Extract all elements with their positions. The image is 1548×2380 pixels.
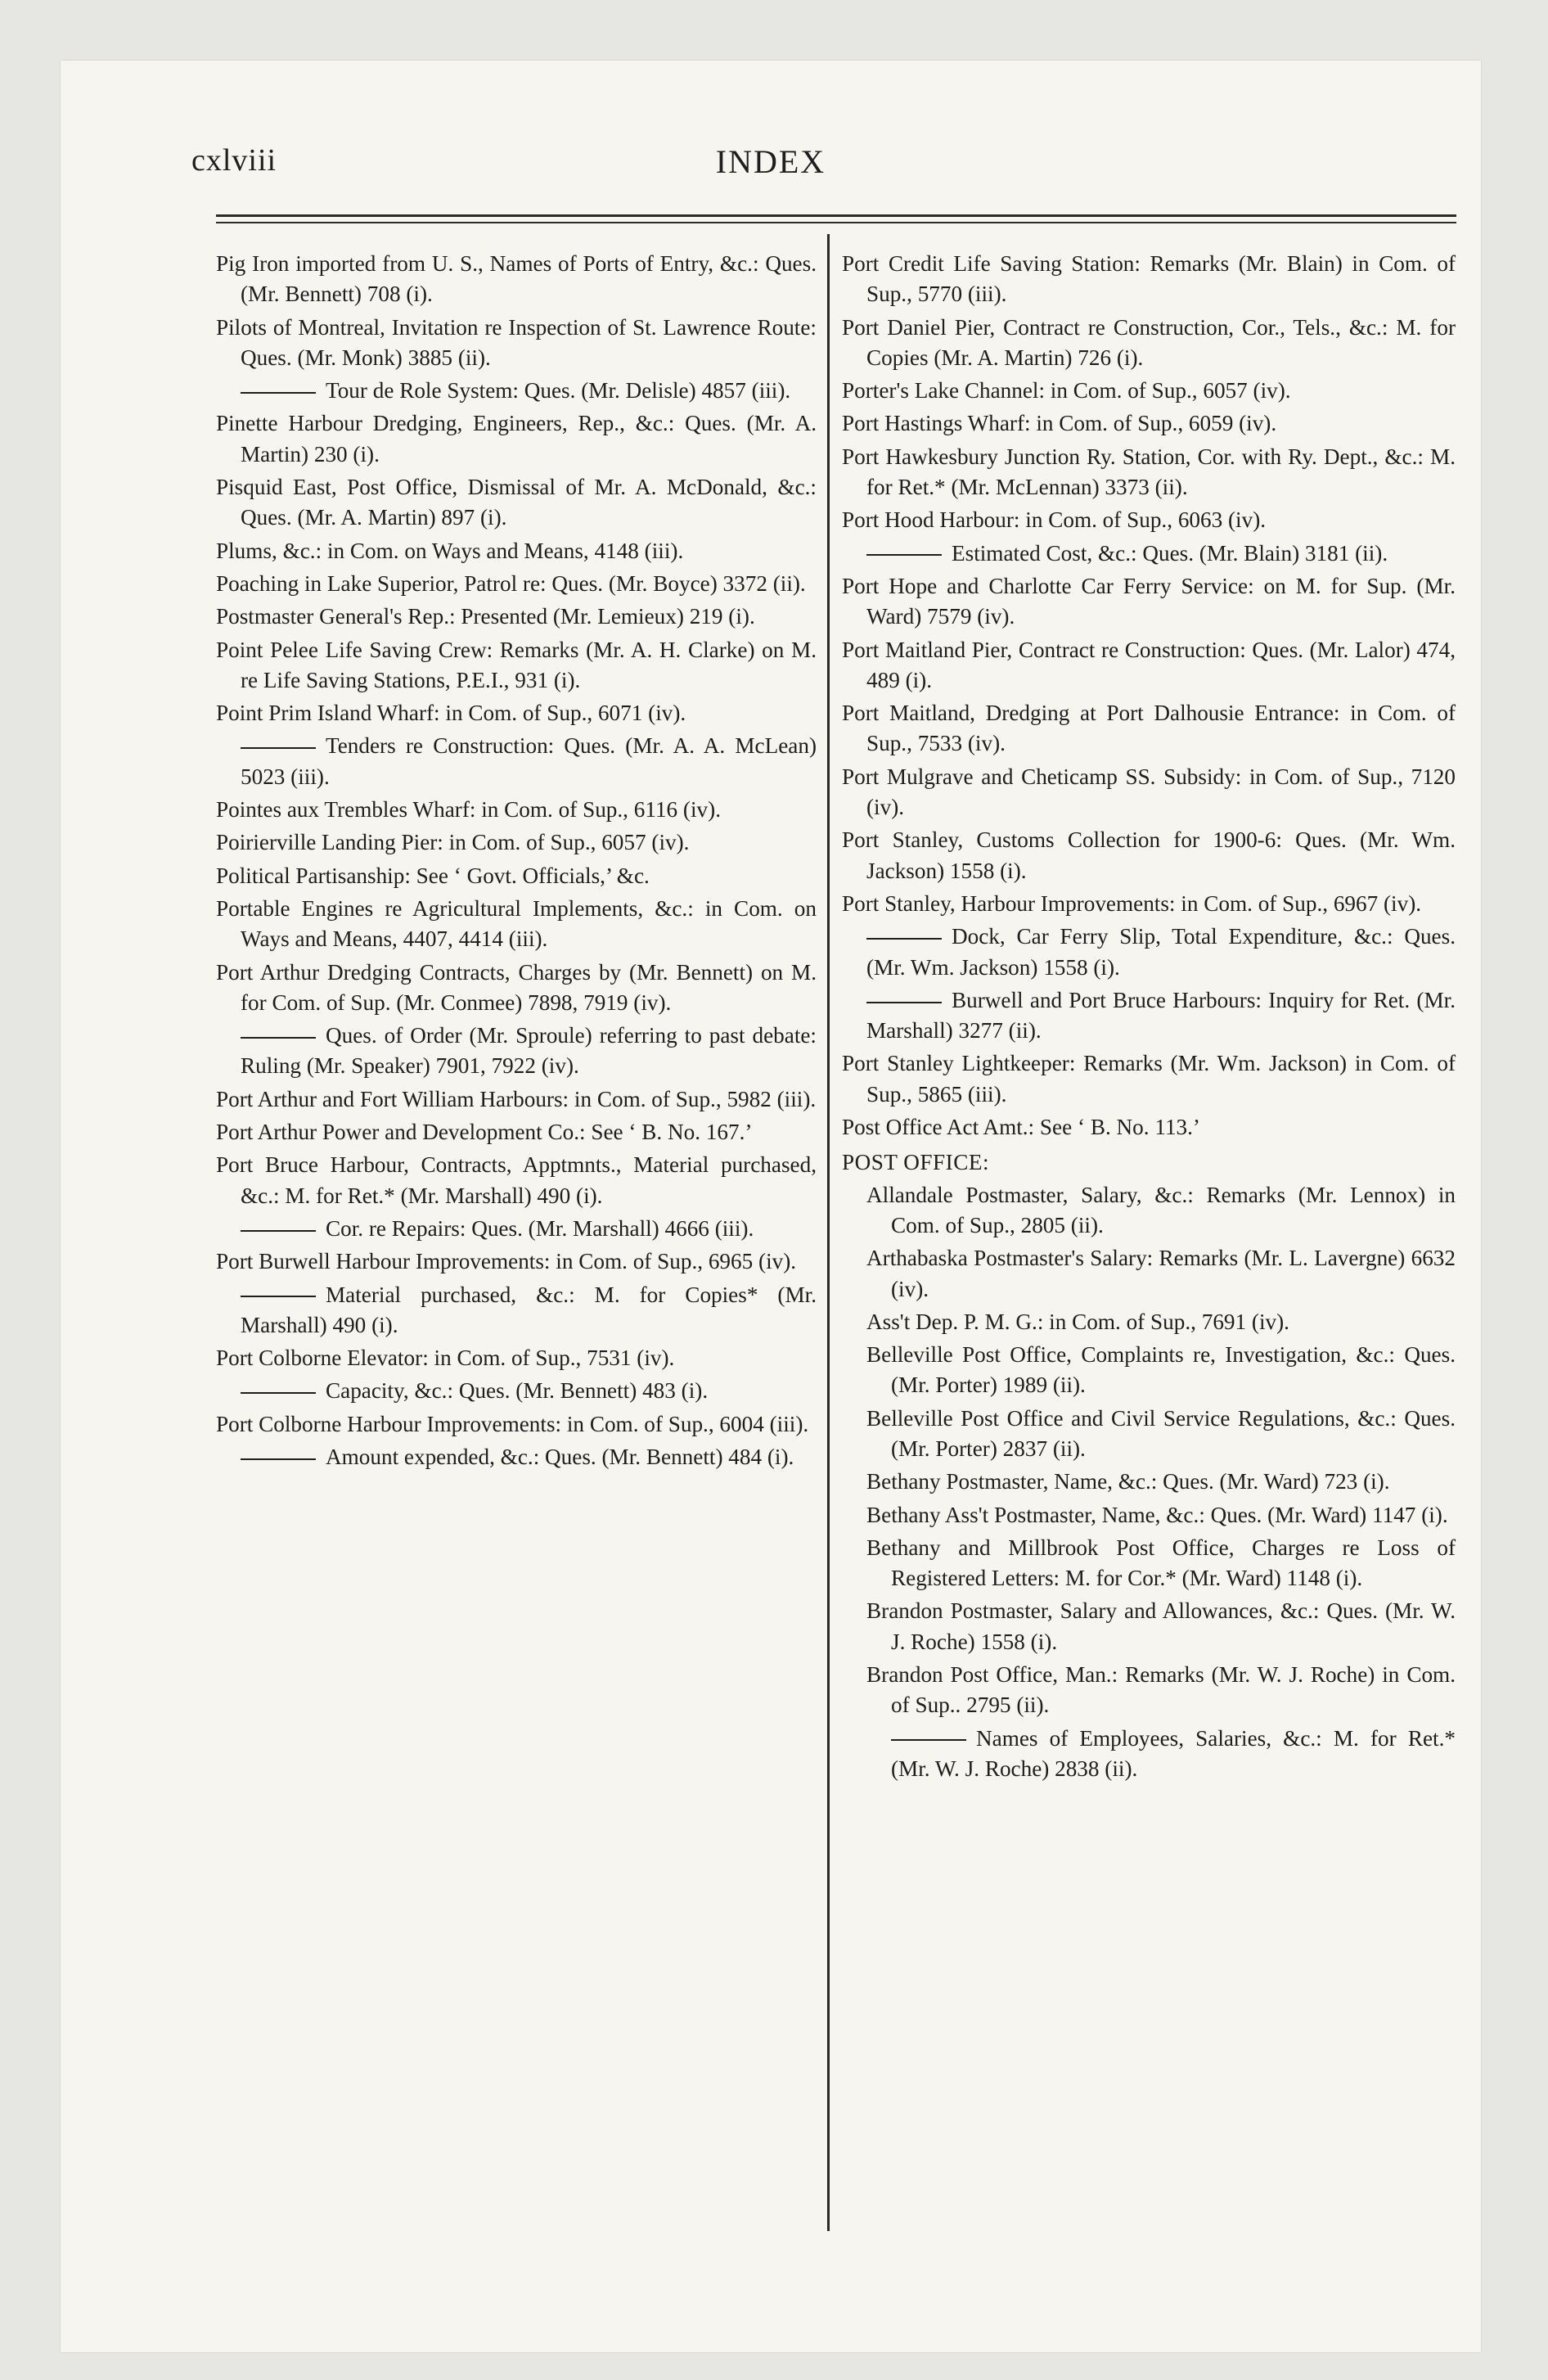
- ditto-dash: [866, 554, 942, 556]
- index-subentry: [216, 1021, 817, 1082]
- entry-text: Postmaster General's Rep.: Presented (Mr. Lemieux) 219 (i).: [216, 604, 755, 629]
- entry-text: Plums, &c.: in Com. on Ways and Means, 4148 (iii).: [216, 538, 684, 563]
- entry-text: Ass't Dep. P. M. G.: in Com. of Sup., 7691 (iv).: [866, 1309, 1289, 1334]
- entry-text: Political Partisanship: See ‘ Govt. Officials,’ &c.: [216, 863, 650, 888]
- index-subentry: [842, 985, 1456, 1047]
- index-subentry: [216, 1376, 817, 1406]
- index-entry: [866, 1596, 1456, 1657]
- index-entry: [842, 1048, 1456, 1110]
- index-entry: [216, 569, 817, 599]
- index-entry: [216, 698, 817, 728]
- entry-text: Poaching in Lake Superior, Patrol re: Ques. (Mr. Boyce) 3372 (ii).: [216, 570, 806, 596]
- index-entry: [216, 827, 817, 858]
- index-entry: [216, 408, 817, 470]
- ditto-dash: [241, 1392, 316, 1394]
- entry-text: Belleville Post Office, Complaints re, Investigation, &c.: Ques. (Mr. Porter) 1989 (ii).: [866, 1342, 1456, 1398]
- page-number: cxlviii: [191, 143, 277, 178]
- ditto-dash: [241, 1458, 316, 1460]
- index-entry: [216, 536, 817, 566]
- entry-text: Capacity, &c.: Ques. (Mr. Bennett) 483 (i).: [326, 1378, 709, 1404]
- entry-text: Pig Iron imported from U. S., Names of Ports of Entry, &c.: Ques. (Mr. Bennett) 708 (i).: [216, 251, 817, 307]
- index-entry: [866, 1307, 1456, 1337]
- running-head: INDEX: [715, 143, 826, 180]
- entry-text: Port Hope and Charlotte Car Ferry Service: on M. for Sup. (Mr. Ward) 7579 (iv).: [842, 573, 1456, 629]
- index-entry: [216, 472, 817, 534]
- ditto-dash: [241, 1296, 316, 1297]
- entry-text: Tenders re Construction: Ques. (Mr. A. A. McLean) 5023 (iii).: [241, 733, 817, 789]
- entry-text: Porter's Lake Channel: in Com. of Sup., 6057 (iv).: [842, 378, 1291, 403]
- header-rule-thin: [216, 222, 1456, 223]
- index-entry: [842, 442, 1456, 503]
- entry-text: Port Stanley, Customs Collection for 1900-6: Ques. (Mr. Wm. Jackson) 1558 (i).: [842, 827, 1456, 883]
- entry-text: Poirierville Landing Pier: in Com. of Sup., 6057 (iv).: [216, 830, 690, 855]
- index-subentry: [216, 1280, 817, 1341]
- entry-text: Port Mulgrave and Cheticamp SS. Subsidy: in Com. of Sup., 7120 (iv).: [842, 764, 1456, 820]
- index-entry: [842, 825, 1456, 886]
- entry-text: Bethany and Millbrook Post Office, Charges re Loss of Registered Letters: M. for Cor.* (Mr. Ward) 1148 (i).: [866, 1535, 1456, 1591]
- entry-text: Belleville Post Office and Civil Service Regulations, &c.: Ques. (Mr. Porter) 2837 (ii).: [866, 1405, 1456, 1461]
- page-header: [61, 142, 1481, 192]
- entry-text: Port Arthur Dredging Contracts, Charges by (Mr. Bennett) on M. for Com. of Sup. (Mr. Conmee) 7898, 7919 (iv).: [216, 959, 817, 1015]
- index-subentry: [842, 922, 1456, 983]
- entry-text: Port Maitland, Dredging at Port Dalhousie Entrance: in Com. of Sup., 7533 (iv).: [842, 701, 1456, 756]
- index-subentry: [216, 376, 817, 406]
- entry-text: Port Maitland Pier, Contract re Construction: Ques. (Mr. Lalor) 474, 489 (i).: [842, 637, 1456, 692]
- entry-text: Brandon Post Office, Man.: Remarks (Mr. W. J. Roche) in Com. of Sup.. 2795 (ii).: [866, 1662, 1456, 1718]
- index-entry: [842, 249, 1456, 310]
- entry-text: Port Bruce Harbour, Contracts, Apptmnts., Material purchased, &c.: M. for Ret.* (Mr. Marshall) 490 (i).: [216, 1152, 817, 1208]
- index-entry: [866, 1533, 1456, 1594]
- entry-text: Port Hood Harbour: in Com. of Sup., 6063 (iv).: [842, 507, 1267, 533]
- entry-text: Post Office Act Amt.: See ‘ B. No. 113.’: [842, 1115, 1200, 1140]
- index-subentry: [216, 731, 817, 792]
- entry-text: Port Hastings Wharf: in Com. of Sup., 6059 (iv).: [842, 411, 1277, 436]
- index-entry: [866, 1660, 1456, 1721]
- index-entry: [216, 894, 817, 955]
- entry-text: Port Arthur Power and Development Co.: See ‘ B. No. 167.’: [216, 1120, 753, 1145]
- entry-text: Point Pelee Life Saving Crew: Remarks (Mr. A. H. Clarke) on M. re Life Saving Stations, P.E.I., 931 (i).: [216, 637, 817, 692]
- index-subentry: [866, 1724, 1456, 1785]
- entry-text: Port Arthur and Fort William Harbours: in Com. of Sup., 5982 (iii).: [216, 1086, 817, 1111]
- header-rule: [216, 214, 1456, 217]
- entry-text: Pointes aux Trembles Wharf: in Com. of Sup., 6116 (iv).: [216, 797, 721, 823]
- entry-text: Estimated Cost, &c.: Ques. (Mr. Blain) 3181 (ii).: [952, 540, 1388, 566]
- index-entry: [842, 635, 1456, 696]
- entry-text: Bethany Postmaster, Name, &c.: Ques. (Mr. Ward) 723 (i).: [866, 1469, 1390, 1494]
- ditto-dash: [241, 392, 316, 394]
- entry-text: Pinette Harbour Dredging, Engineers, Rep., &c.: Ques. (Mr. A. Martin) 230 (i).: [216, 411, 817, 467]
- index-entry: [216, 795, 817, 825]
- index-entry: [216, 1150, 817, 1211]
- entry-text: Material purchased, &c.: M. for Copies* (Mr. Marshall) 490 (i).: [241, 1282, 817, 1337]
- index-entry: [866, 1340, 1456, 1401]
- entry-text: Portable Engines re Agricultural Implements, &c.: in Com. on Ways and Means, 4407, 4414 (iii).: [216, 895, 817, 952]
- index-entry: [842, 889, 1456, 919]
- index-entry: [216, 249, 817, 310]
- entry-text: Port Stanley, Harbour Improvements: in Com. of Sup., 6967 (iv).: [842, 890, 1422, 916]
- index-page: [61, 61, 1481, 2352]
- entry-text: Port Colborne Harbour Improvements: in Com. of Sup., 6004 (iii).: [216, 1411, 809, 1436]
- entry-text: Allandale Postmaster, Salary, &c.: Remarks (Mr. Lennox) in Com. of Sup., 2805 (ii).: [866, 1182, 1456, 1237]
- entry-text: Pisquid East, Post Office, Dismissal of Mr. A. McDonald, &c.: Ques. (Mr. A. Martin) 897 (i).: [216, 475, 817, 530]
- entry-text: Point Prim Island Wharf: in Com. of Sup., 6071 (iv).: [216, 701, 686, 726]
- entry-text: Amount expended, &c.: Ques. (Mr. Bennett) 484 (i).: [326, 1444, 794, 1469]
- index-entry: [866, 1404, 1456, 1465]
- entry-text: Port Stanley Lightkeeper: Remarks (Mr. Wm. Jackson) in Com. of Sup., 5865 (iii).: [842, 1051, 1456, 1107]
- index-entry: [216, 1084, 817, 1115]
- entry-text: Tour de Role System: Ques. (Mr. Delisle) 4857 (iii).: [326, 378, 791, 403]
- index-entry: [216, 958, 817, 1019]
- index-entry: [216, 1343, 817, 1373]
- index-subentry: [216, 1442, 817, 1472]
- entry-text: Port Burwell Harbour Improvements: in Com. of Sup., 6965 (iv).: [216, 1249, 797, 1274]
- left-column: [216, 249, 817, 1475]
- entry-text: Port Hawkesbury Junction Ry. Station, Cor. with Ry. Dept., &c.: M. for Ret.* (Mr. McLennan) 3373 (ii).: [842, 444, 1456, 500]
- index-entry: [216, 635, 817, 696]
- entry-text: Port Colborne Elevator: in Com. of Sup., 7531 (iv).: [216, 1346, 675, 1371]
- entry-text: Brandon Postmaster, Salary and Allowances, &c.: Ques. (Mr. W. J. Roche) 1558 (i).: [866, 1598, 1456, 1654]
- index-entry: [866, 1180, 1456, 1242]
- index-entry: [216, 313, 817, 374]
- entry-text: Bethany Ass't Postmaster, Name, &c.: Ques. (Mr. Ward) 1147 (i).: [866, 1502, 1448, 1527]
- index-entry: [842, 1112, 1456, 1143]
- entry-text: Port Daniel Pier, Contract re Construction, Cor., Tels., &c.: M. for Copies (Mr. A. Martin) 726 (i).: [842, 314, 1456, 370]
- index-subentry: [216, 1214, 817, 1244]
- index-entry: [842, 571, 1456, 633]
- index-entry: [842, 408, 1456, 439]
- index-entry: [216, 1409, 817, 1440]
- section-heading-post-office: POST OFFICE:: [842, 1150, 990, 1175]
- index-entry: [842, 762, 1456, 823]
- entry-text: Arthabaska Postmaster's Salary: Remarks (Mr. L. Lavergne) 6632 (iv).: [866, 1246, 1456, 1301]
- right-column-entries: [842, 249, 1456, 1143]
- ditto-dash: [891, 1739, 966, 1741]
- index-entry: [866, 1500, 1456, 1530]
- index-entry: [216, 1117, 817, 1147]
- ditto-dash: [241, 747, 316, 749]
- index-entry: [866, 1243, 1456, 1305]
- ditto-dash: [866, 1002, 942, 1003]
- index-entry: [216, 1246, 817, 1277]
- index-entry: [842, 313, 1456, 374]
- entry-text: Dock, Car Ferry Slip, Total Expenditure, &c.: Ques. (Mr. Wm. Jackson) 1558 (i).: [866, 924, 1456, 980]
- column-divider: [827, 234, 830, 2231]
- post-office-entries: [842, 1180, 1456, 1785]
- index-subentry: [842, 539, 1456, 569]
- entry-text: Pilots of Montreal, Invitation re Inspection of St. Lawrence Route: Ques. (Mr. Monk) 3885 (ii).: [216, 314, 817, 370]
- entry-text: Burwell and Port Bruce Harbours: Inquiry for Ret. (Mr. Marshall) 3277 (ii).: [866, 987, 1456, 1044]
- index-entry: [842, 698, 1456, 760]
- index-entry: [842, 505, 1456, 535]
- index-entry: [842, 376, 1456, 406]
- index-entry: [866, 1467, 1456, 1497]
- ditto-dash: [866, 938, 942, 940]
- index-entry: [216, 602, 817, 632]
- entry-text: Cor. re Repairs: Ques. (Mr. Marshall) 4666 (iii).: [326, 1215, 754, 1241]
- ditto-dash: [241, 1230, 316, 1232]
- right-column: [842, 249, 1456, 1787]
- index-entry: [216, 861, 817, 891]
- ditto-dash: [241, 1037, 316, 1039]
- entry-text: Names of Employees, Salaries, &c.: M. for Ret.* (Mr. W. J. Roche) 2838 (ii).: [891, 1725, 1456, 1781]
- entry-text: Port Credit Life Saving Station: Remarks (Mr. Blain) in Com. of Sup., 5770 (iii).: [842, 251, 1456, 307]
- entry-text: Ques. of Order (Mr. Sproule) referring to past debate: Ruling (Mr. Speaker) 7901, 7922 (iv).: [241, 1023, 817, 1079]
